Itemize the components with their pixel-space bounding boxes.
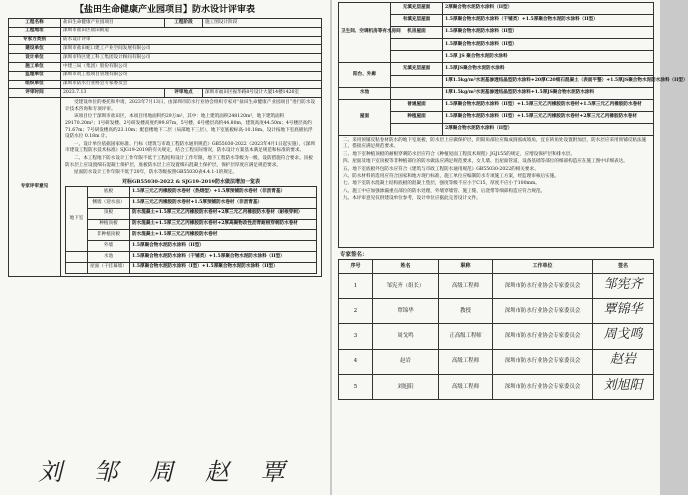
method-part: 机房屋面 (391, 27, 443, 39)
expert-org: 深圳市防水行业协会专家委员会 (493, 324, 593, 349)
method-spec: 1.5厚JS聚合物水泥防水涂料 (443, 63, 654, 75)
method-category: 屋面 (339, 99, 391, 135)
expert-title: 高级工程师 (439, 274, 493, 299)
sub-part: 底板 (88, 187, 130, 198)
table-row (66, 219, 317, 230)
opinion-paragraph: 屋面防水设计工作年限不低于20年，防水等级按照GB55030表4.4.1-1的规定。 (74, 170, 238, 176)
expert-no: 3 (339, 324, 373, 349)
expert-signature: 周戈鸣 (603, 327, 643, 343)
sub-part: 水池 (88, 251, 130, 262)
col-header-no: 序号 (339, 260, 373, 274)
col-header-name: 姓名 (373, 260, 439, 274)
expert-title: 高级工程师 (439, 374, 493, 399)
sub-category: 地下室 (66, 187, 88, 252)
expert-title: 教授 (439, 299, 493, 324)
note-paragraph: 四、屋面及地下室顶板等非种植部位的防水做法应满足规范要求，女儿墙、出屋面管道、设备基础等部位的细部构造应在施工图中详细表达。 (343, 159, 628, 165)
org-value: 深圳市防水行业协会专家委员会 (61, 80, 322, 89)
method-spec: 1.5厚聚合物水泥防水涂料（II型）+1.5厚三元乙丙橡胶防水卷材+1.5厚三元乙丙橡胶防水卷材 (443, 99, 654, 111)
opinion-label: 专家评审意见 (9, 98, 61, 276)
table-row (66, 230, 317, 241)
project-info-table (8, 18, 322, 277)
sub-table-title: 对标GB55030-2022 & SJG19-2019防水做法增加一览表 (121, 178, 261, 185)
stage-label: 工程阶段 (165, 19, 203, 28)
experts-table (338, 259, 654, 400)
sub-part: 屋面（干挂幕墙） (88, 262, 130, 273)
col-header-sign: 签名 (593, 260, 654, 274)
table-row (339, 3, 654, 15)
method-part: 普通屋面 (391, 99, 443, 111)
waterproof-method-table-continued (338, 2, 688, 136)
table-row (339, 349, 654, 374)
sub-spec: 1.5厚聚合物水泥防水涂料（I型）+1.5厚聚合物水泥防水涂料（II型） (130, 262, 317, 273)
note-paragraph: 二、采用预铺反粘卷材防水的地下室底板，防水层上应做保护层，阴阳角部位应做成圆弧或坡角，宜在转角处设置附加层，防水层应采用预铺反粘法施工，搭接应满足规范要求。 (343, 138, 647, 150)
note-paragraph: 三、地下室种植顶板的耐根穿刺防水层应符合《种植屋面工程技术规程》JGJ155的规定，应增设保护层和排水层。 (343, 151, 576, 157)
note-paragraph: 九、本评审意见仅供建设单位参考，设计单位应据此完善设计文件。 (343, 196, 481, 202)
table-row (339, 324, 654, 349)
expert-name: 赵岩 (373, 349, 439, 374)
handwritten-signatures: 刘 邹 周 赵 覃 (38, 458, 297, 486)
table-row (339, 374, 654, 399)
method-spec: 1厚1.5kg/m²水泥基渗透结晶型防水涂料+1.5厚JS聚合物水泥防水涂料 (443, 87, 654, 99)
location-label: 工程地址 (9, 27, 61, 36)
table-row (66, 262, 317, 273)
method-spec: 1厚1.5kg/m²水泥基渗透结晶型防水涂料+20厚C20细石混凝土（表面平整）+1.5厚JS聚合物水泥防水涂料（II型） (443, 75, 654, 87)
sub-spec: 1.5厚三元乙丙橡胶防水卷材+1.5厚预铺防水卷材（非沥青基） (130, 198, 317, 209)
table-row (66, 198, 317, 209)
expert-no: 5 (339, 374, 373, 399)
expert-name: 覃锦华 (373, 299, 439, 324)
table-header-row (339, 260, 654, 274)
expert-title: 正高级工程师 (439, 324, 493, 349)
table-row (339, 299, 654, 324)
expert-org: 深圳市防水行业协会专家委员会 (493, 349, 593, 374)
sub-spec: 防水混凝土+1.5厚三元乙丙橡胶防水卷材+2厚高聚物改性沥青耐根穿刺防水卷材 (130, 219, 317, 230)
expert-no: 4 (339, 349, 373, 374)
supervisor-value: 深圳市筑工程项目管理有限公司 (61, 71, 322, 80)
project-name: 盐田生命健康产业园项目 (61, 19, 165, 28)
method-spec: 1.5厚聚合物水泥防水涂料（II型） (443, 39, 654, 51)
constructor-value: 中建三局（集团）股份有限公司 (61, 62, 322, 71)
table-row (66, 251, 317, 262)
left-page (0, 0, 330, 495)
designer-value: 深圳市特区建工科工集团设计顾问有限公司 (61, 54, 322, 63)
sub-spec: 防水混凝土+1.5厚三元乙丙橡胶防水卷材 (130, 230, 317, 241)
supervisor-label: 监理单位 (9, 71, 61, 80)
table-row (66, 241, 317, 252)
right-page (332, 0, 688, 495)
review-title: 【盐田生命健康产业园项目】防水设计评审表 (74, 5, 255, 15)
col-header-title: 职称 (439, 260, 493, 274)
col-header-org: 工作单位 (493, 260, 593, 274)
experts-label: 专家签名： (340, 252, 368, 259)
expert-name: 邹宪齐（组长） (373, 274, 439, 299)
opinion-paragraph: 该项目位于深圳市盐田区，本项目用地面积约29万m²，其中：地上建筑面积248120m²，地下建筑面积29170.20m²；1号研发楼、2号研发楼高度约99.87m，5号楼、6号楼层高约44.80m，建筑高度44.50m；4号楼层高约71.67m；7号研发楼高约23.10m；配套楼地下二层（局部地下三层），地下室底板标高-10.18m。设计按地下室底板抗浮设防水位 0.18m 计。 (65, 114, 313, 140)
sub-part: 外墙 (88, 241, 130, 252)
method-part: 种植屋面 (391, 111, 443, 123)
expert-no: 1 (339, 274, 373, 299)
note-paragraph: 七、地下室防水混凝土结构底板的混凝土垫层，强度等级不应小于C15，厚度不应小于100mm。 (343, 181, 540, 187)
sub-part: 种植顶板 (88, 219, 130, 230)
org-label: 组织单位 (9, 80, 61, 89)
method-category: 水池 (339, 87, 391, 99)
location-value: 深圳市盐田区盐田街道 (61, 27, 322, 36)
sub-part: 顶板 (88, 208, 130, 219)
method-category: 卫生间、空调机房等有水房间 (339, 3, 391, 63)
opinion-body (61, 98, 322, 276)
expert-no: 2 (339, 299, 373, 324)
table-row (339, 274, 654, 299)
expert-signature: 赵岩 (609, 352, 636, 368)
table-row (339, 99, 654, 111)
venue-label: 评审地点 (165, 89, 203, 98)
method-spec: 1.5厚聚合物水泥防水涂料（II型） (443, 27, 654, 39)
table-row (66, 187, 317, 198)
expert-type-label: 专家方类别 (9, 36, 61, 45)
expert-org: 深圳市防水行业协会专家委员会 (493, 299, 593, 324)
method-spec: 1.5厚 JS 聚合物水泥防水涂料 (443, 51, 654, 63)
builder-label: 建设单位 (9, 45, 61, 54)
method-part: 无填充层屋面 (391, 63, 443, 75)
method-spec: 1.5厚聚合物水泥防水涂料（II型）+1.5厚三元乙丙橡胶防水卷材+2厚三元乙丙橡胶防水卷材 (443, 111, 654, 123)
time-label: 评审时间 (9, 89, 61, 98)
table-row (66, 208, 317, 219)
note-paragraph: 五、地下室底板外包防水应符合《建筑与市政工程防水通用规范》GB55030-2022的相关要求。 (343, 166, 539, 172)
sub-part: 非种植顶板 (88, 230, 130, 241)
project-name-label: 工程名称 (9, 19, 61, 28)
time-value: 2023.7.13 (61, 89, 165, 98)
expert-org: 深圳市防水行业协会专家委员会 (493, 374, 593, 399)
note-paragraph: 六、防水材料的选用应符合国家和地方现行标准，施工单位应编制防水专项施工方案，经监理审核后实施。 (343, 174, 559, 180)
method-spec: 2厚聚合物水泥防水涂料（II型） (443, 123, 654, 135)
table-row (339, 63, 654, 75)
opinion-paragraph: 二、本工程地下防水设计工作年限不低于工程结构设计工作年限，地下工程防水等级为一级，设防措施符合要求。顶板防水层上应设置细石混凝土保护层，底板防水层上应设置细石混凝土保护层，保护层厚度应满足规范要求。 (65, 155, 313, 168)
expert-title: 高级工程师 (439, 349, 493, 374)
expert-signature: 刘旭阳 (603, 377, 643, 393)
expert-type-value: 防水设计评审 (61, 36, 322, 45)
expert-signature: 覃锦华 (603, 302, 643, 318)
method-spec: 2厚聚合物水泥防水涂料（II型） (443, 3, 654, 15)
sub-spec: 防水混凝土+1.5厚三元乙丙橡胶防水卷材+2厚三元乙丙橡胶防水卷材（耐根穿刺） (130, 208, 317, 219)
review-notes (338, 136, 654, 248)
method-part: 无填充层屋面 (391, 3, 443, 15)
constructor-label: 施工单位 (9, 62, 61, 71)
builder-value: 深圳市盐田蛇口建工产业空间发展有限公司 (61, 45, 322, 54)
expert-name: 刘旭阳 (373, 374, 439, 399)
designer-label: 设计单位 (9, 54, 61, 63)
opinion-paragraph: 一、设计单位依据国家标准、行标《建筑与市政工程防水通用规范》GB55030-2022（2023年4月1日起实施），《深圳市建设工程防水技术标准》SJG19-2019的有关规定，结合工程实际情况，防水设计方案基本满足规范和标准的要求。 (65, 141, 315, 154)
sub-part: 侧墙（迎水面） (88, 198, 130, 209)
method-spec: 1.5厚聚合物水泥防水涂料（干铺类）+1.5厚聚合物水泥防水涂料（II型） (443, 15, 654, 27)
method-part: 有填充层屋面 (391, 15, 443, 27)
sub-spec: 1.5厚聚合物水泥防水涂料（干铺类）+1.5厚聚合物水泥防水涂料（II型） (130, 251, 317, 262)
table-row (339, 87, 654, 99)
note-paragraph: 八、施工中应加强渗漏重点部位的防水处理，外墙穿墙管、施工缝、后浇带等细部构造应符合规范。 (343, 188, 546, 194)
opinion-paragraph: 受建设单位的委托和申请，2023年7月13日，由深圳市防水行业协会组织专家对“盐田生命健康产业园项目”进行防水设计技术咨询和专项评审。 (65, 100, 316, 112)
expert-signature: 邹宪齐 (603, 276, 643, 292)
sub-spec: 1.5厚三元乙丙橡胶防水卷材（热熔型）+1.5厚预铺防水卷材（非沥青基） (130, 187, 317, 198)
expert-name: 周戈鸣 (373, 324, 439, 349)
waterproof-method-table (65, 186, 317, 273)
sub-spec: 1.5厚聚合物水泥防水涂料（II型） (130, 241, 317, 252)
stage-value: 施工图设计阶段 (203, 19, 322, 28)
expert-org: 深圳市防水行业协会专家委员会 (493, 274, 593, 299)
method-category: 阳台、外廊 (339, 63, 391, 87)
venue-value: 深圳市福田区振华路8号设计大厦14楼1426室 (203, 89, 322, 98)
